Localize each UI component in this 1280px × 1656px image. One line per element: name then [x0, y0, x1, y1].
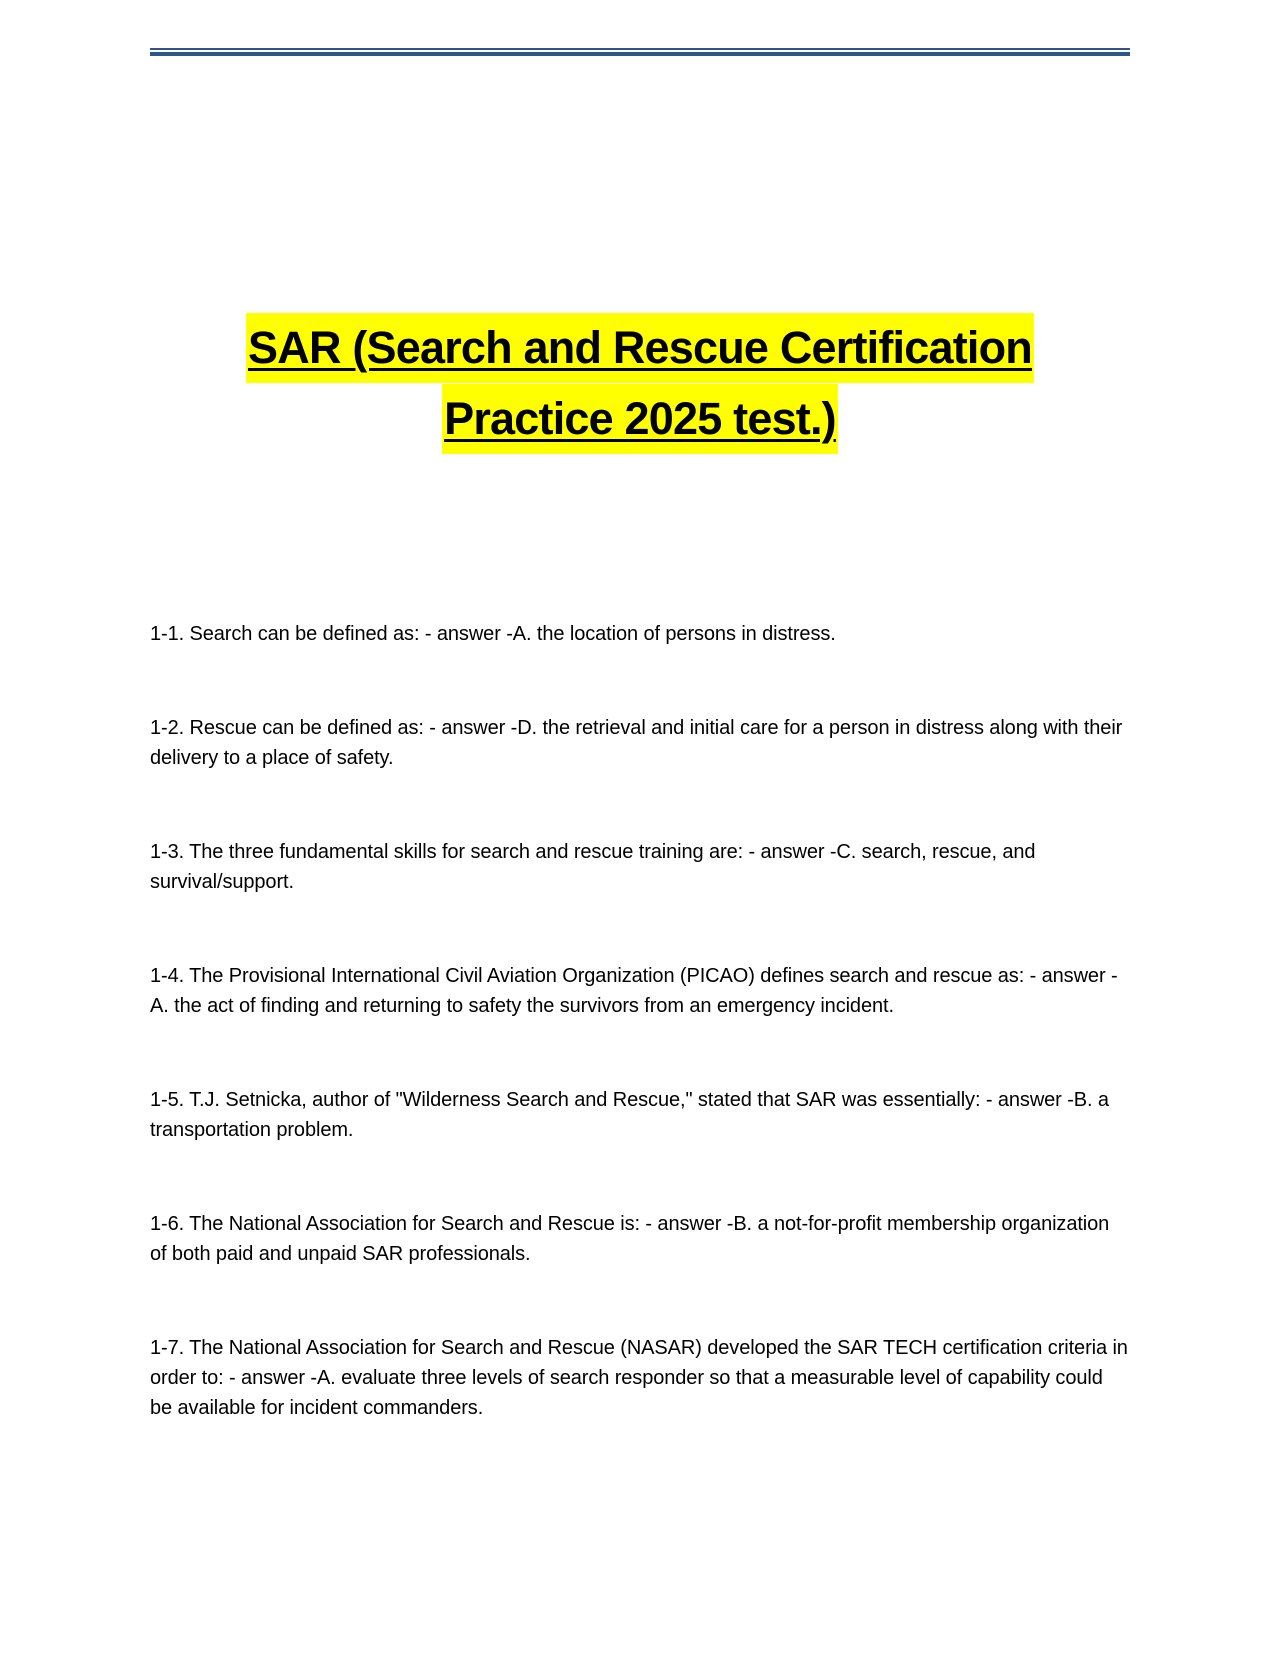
- question-item: 1-3. The three fundamental skills for search and rescue training are: - answer -C. search, rescue, and survival/support.: [150, 841, 1036, 893]
- question-list: [150, 619, 1130, 1487]
- title-line-1: SAR (Search and Rescue Certification: [246, 313, 1034, 383]
- header-rule-thin-line: [150, 48, 1130, 50]
- document-title: [150, 313, 1130, 455]
- title-line-2: Practice 2025 test.): [442, 384, 838, 454]
- question-item: 1-2. Rescue can be defined as: - answer -D. the retrieval and initial care for a person in distress along with their delivery to a place of safety.: [150, 717, 1123, 769]
- header-rule: [150, 48, 1130, 55]
- question-item: 1-6. The National Association for Search and Rescue is: - answer -B. a not-for-profit membership organization of both paid and unpaid SAR professionals.: [150, 1213, 1110, 1265]
- question-item: 1-5. T.J. Setnicka, author of "Wilderness Search and Rescue," stated that SAR was essentially: - answer -B. a transportation problem.: [150, 1089, 1109, 1141]
- header-rule-thick-line: [150, 52, 1130, 56]
- question-item: 1-7. The National Association for Search and Rescue (NASAR) developed the SAR TECH certification criteria in order to: - answer -A. evaluate three levels of search responder so that a measurable level of capability could be available for incident commanders.: [150, 1337, 1128, 1419]
- question-item: 1-4. The Provisional International Civil Aviation Organization (PICAO) defines search and rescue as: - answer -A. the act of finding and returning to safety the survivors from an emergency incident.: [150, 965, 1118, 1017]
- question-item: 1-1. Search can be defined as: - answer -A. the location of persons in distress.: [150, 623, 836, 645]
